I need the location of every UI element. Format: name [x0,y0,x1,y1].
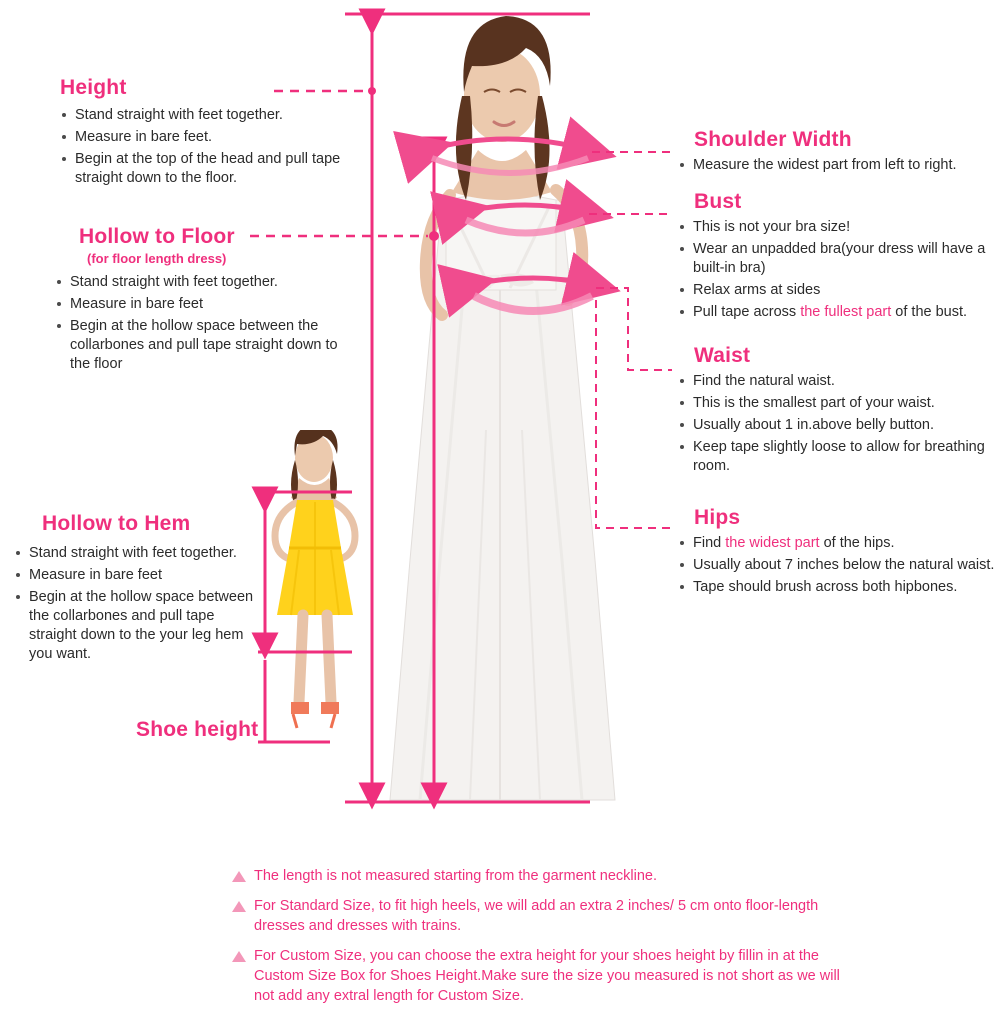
section-height [60,76,360,191]
section-waist-heading: Waist [694,344,751,367]
list-item: Relax arms at sides [678,281,1000,300]
list-item: Find the natural waist. [678,372,998,391]
list-item: Measure in bare feet [14,566,264,585]
note-item: For Custom Size, you can choose the extra height for your shoes height by fillin in at the Custom Size Box for Shoes Height.Make sure the size you measured is not short as we will not add any extral length for Custom Size. [232,946,852,1006]
list-item: Usually about 7 inches below the natural waist. [678,556,998,575]
section-hollow-to-hem-heading: Hollow to Hem [42,512,191,535]
list-item: Begin at the hollow space between the collarbones and pull tape straight down to the floor [55,317,350,374]
section-hips-list [678,534,998,597]
list-item: Measure in bare feet. [60,128,360,147]
list-item: Measure the widest part from left to right. [678,156,998,175]
section-waist-list [678,372,998,476]
section-hips-heading: Hips [694,506,741,529]
section-bust [678,190,1000,325]
list-item: Keep tape slightly loose to allow for breathing room. [678,438,998,476]
list-item: Measure in bare feet [55,295,350,314]
list-item: Wear an unpadded bra(your dress will have a built-in bra) [678,240,1000,278]
list-item: Stand straight with feet together. [55,273,350,292]
section-hollow-to-floor-list [55,273,350,374]
section-hips [678,506,998,600]
section-shoulder-width-list [678,156,998,175]
section-bust-list [678,218,1000,322]
list-item: This is the smallest part of your waist. [678,394,998,413]
section-hollow-to-hem [14,512,264,667]
section-hollow-to-hem-list [14,544,264,664]
section-bust-heading: Bust [694,190,742,213]
section-hollow-to-floor-heading: Hollow to Floor [79,225,235,248]
note-item: The length is not measured starting from the garment neckline. [232,866,852,886]
note-item: For Standard Size, to fit high heels, we will add an extra 2 inches/ 5 cm onto floor-length dresses and dresses with trains. [232,896,852,936]
footer-notes [232,866,852,1006]
section-waist [678,344,998,479]
list-item-hips-widest: Find the widest part of the hips. [678,534,998,553]
list-item: Usually about 1 in.above belly button. [678,416,998,435]
section-shoe-height [136,718,258,742]
bust-highlight: the fullest part [800,304,892,320]
section-height-heading: Height [60,76,127,99]
list-item: Stand straight with feet together. [14,544,264,563]
list-item: Begin at the top of the head and pull tape straight down to the floor. [60,150,360,188]
list-item: Stand straight with feet together. [60,106,360,125]
list-item: Tape should brush across both hipbones. [678,578,998,597]
section-shoe-height-heading: Shoe height [136,718,259,741]
list-item: This is not your bra size! [678,218,1000,237]
section-height-list [60,106,360,188]
list-item: Begin at the hollow space between the collarbones and pull tape straight down to the your leg hem you want. [14,588,264,664]
hips-highlight: the widest part [725,535,820,551]
section-shoulder-width-heading: Shoulder Width [694,128,852,151]
section-hollow-to-floor-subheading: (for floor length dress) [87,251,227,266]
section-shoulder-width [678,128,998,178]
section-hollow-to-floor [45,225,350,377]
list-item-bust-fullest: Pull tape across the fullest part of the bust. [678,303,1000,322]
